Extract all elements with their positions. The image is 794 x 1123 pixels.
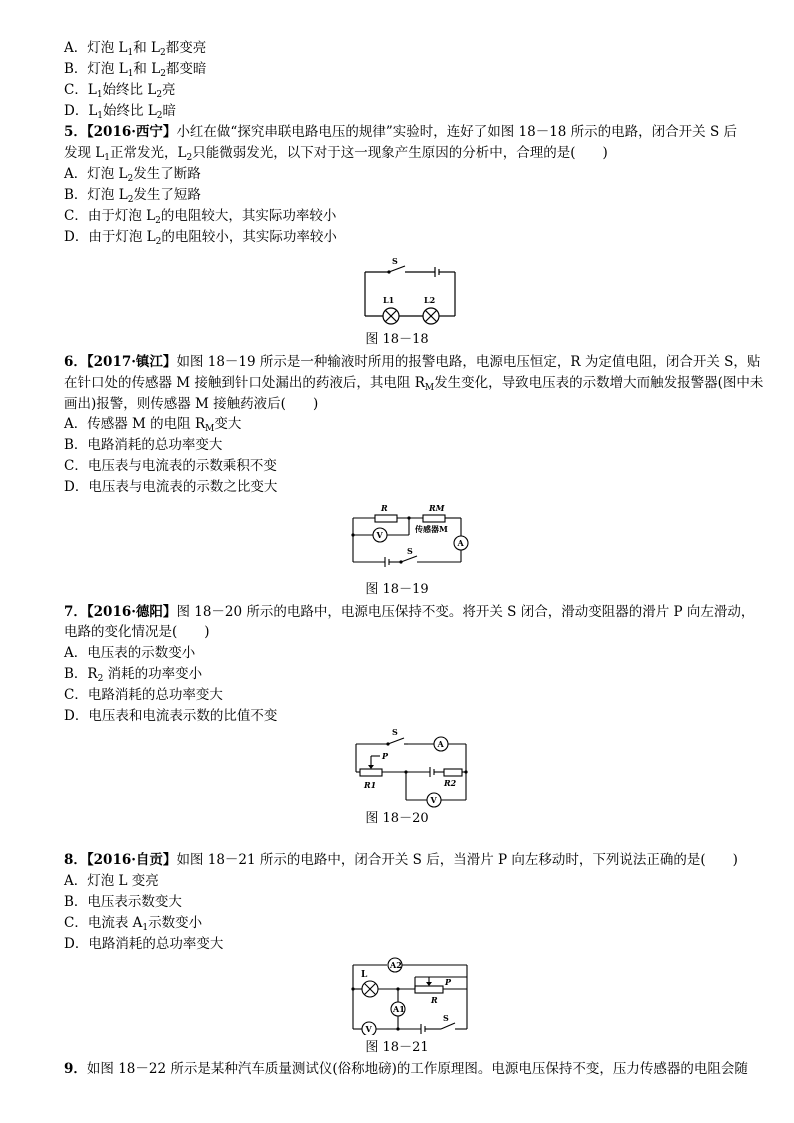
switch-label: S <box>443 1013 449 1023</box>
slider-p-label: P <box>445 977 452 987</box>
q6-stem-line1: 6．【2017·镇江】如图 18－19 所示是一种输液时所用的报警电路，电源电压恒定，R 为定值电阻，闭合开关 S，贴 <box>64 354 761 370</box>
q8-source: 【2016·自贡】 <box>86 852 177 868</box>
q6-option-b: B．电路消耗的总功率变大 <box>64 437 223 453</box>
q9-number: 9． <box>64 1061 87 1077</box>
figure-18-18-caption: 图 18－18 <box>365 332 429 347</box>
q4-option-a: A．灯泡 $L_1$和 $L_2$都变亮 <box>64 40 207 58</box>
circuit-figure-18-20 <box>350 728 475 808</box>
q4-option-c: C．$L_1$始终比 $L_2$亮 <box>64 82 176 100</box>
rheostat-r-label: R <box>431 995 438 1005</box>
q5-option-c: C．由于灯泡 $L_2$的电阻较大，其实际功率较小 <box>64 208 337 226</box>
rheostat-r1-label: R1 <box>364 780 377 790</box>
lamp-l2-label: L2 <box>424 295 436 305</box>
ammeter-a1-label: A1 <box>393 1004 405 1014</box>
q7-option-a: A．电压表的示数变小 <box>64 645 196 661</box>
switch-label: S <box>392 258 398 266</box>
q8-option-b: B．电压表示数变大 <box>64 894 182 910</box>
q7-source: 【2016·德阳】 <box>86 604 177 620</box>
q5-option-b: B．灯泡 $L_2$发生了短路 <box>64 187 201 205</box>
q6-option-d: D．电压表与电流表的示数之比变大 <box>64 479 278 495</box>
q7-option-b: B．$R_2$ 消耗的功率变小 <box>64 666 203 684</box>
q7-option-c: C．电路消耗的总功率变大 <box>64 687 223 703</box>
q6-stem-line2: 在针口处的传感器 M 接触到针口处漏出的药液后，其电阻 $R_M$发生变化，导致电压表的示数增大而触发报警器(图中未 <box>64 375 764 393</box>
lamp-l-label: L <box>361 970 368 980</box>
q5-source: 【2016·西宁】 <box>86 124 177 140</box>
q5-number: 5． <box>64 124 87 140</box>
resistor-rm-label: RM <box>429 503 445 513</box>
q8-option-c: C．电流表 $A_1$示数变小 <box>64 915 203 933</box>
ammeter-label: A <box>457 538 464 548</box>
voltmeter-label: V <box>365 1024 372 1034</box>
slider-p-label: P <box>382 751 389 761</box>
q9-stem-line1: 9．如图 18－22 所示是某种汽车质量测试仪(俗称地磅)的工作原理图。电源电压保持不变，压力传感器的电阻会随 <box>64 1061 748 1077</box>
switch-label: S <box>407 546 413 556</box>
q6-number: 6． <box>64 354 87 370</box>
q5-stem-line1: 5．【2016·西宁】小红在做“探究串联电路电压的规律”实验时，连好了如图 18－18 所示的电路，闭合开关 S 后 <box>64 124 738 140</box>
q8-option-d: D．电路消耗的总功率变大 <box>64 936 224 952</box>
q6-source: 【2017·镇江】 <box>86 354 177 370</box>
circuit-figure-18-19 <box>345 500 475 572</box>
q7-stem-line1: 7．【2016·德阳】图 18－20 所示的电路中，电源电压保持不变。将开关 S 闭合，滑动变阻器的滑片 P 向左滑动， <box>64 604 755 620</box>
circuit-figure-18-18 <box>355 258 465 328</box>
lamp-l1-label: L1 <box>383 295 395 305</box>
q7-stem-line2: 电路的变化情况是( ) <box>64 624 210 640</box>
figure-18-20-caption: 图 18－20 <box>365 811 429 826</box>
resistor-r2-label: R2 <box>444 778 457 788</box>
switch-label: S <box>392 728 398 737</box>
q6-option-c: C．电压表与电流表的示数乘积不变 <box>64 458 277 474</box>
q7-option-d: D．电压表和电流表示数的比值不变 <box>64 708 278 724</box>
q6-option-a: A．传感器 M 的电阻 $R_M$变大 <box>64 416 242 434</box>
q5-option-d: D．由于灯泡 $L_2$的电阻较小，其实际功率较小 <box>64 229 337 247</box>
figure-18-21-caption: 图 18－21 <box>365 1040 429 1055</box>
q5-option-a: A．灯泡 $L_2$发生了断路 <box>64 166 201 184</box>
q4-option-b: B．灯泡 $L_1$和 $L_2$都变暗 <box>64 61 207 79</box>
figure-18-19-caption: 图 18－19 <box>365 582 429 597</box>
q4-option-d: D．$L_1$始终比 $L_2$暗 <box>64 103 177 121</box>
q8-stem-line1: 8．【2016·自贡】如图 18－21 所示的电路中，闭合开关 S 后，当滑片 P 向左移动时，下列说法正确的是( ) <box>64 852 738 868</box>
q8-option-a: A．灯泡 L 变亮 <box>64 873 159 889</box>
q5-stem-line2: 发现 $L_1$正常发光，$L_2$只能微弱发光，以下对于这一现象产生原因的分析中，合理的是( ) <box>64 145 608 163</box>
sensor-label: 传感器M <box>415 524 448 534</box>
q6-stem-line3: 画出)报警，则传感器 M 接触药液后( ) <box>64 396 319 412</box>
resistor-r-label: R <box>381 503 388 513</box>
voltmeter-label: V <box>376 530 383 540</box>
ammeter-label: A <box>437 739 444 749</box>
ammeter-a2-label: A2 <box>390 960 402 970</box>
voltmeter-label: V <box>430 795 437 805</box>
q7-number: 7． <box>64 604 87 620</box>
q8-number: 8． <box>64 852 87 868</box>
circuit-figure-18-21 <box>345 955 475 1035</box>
